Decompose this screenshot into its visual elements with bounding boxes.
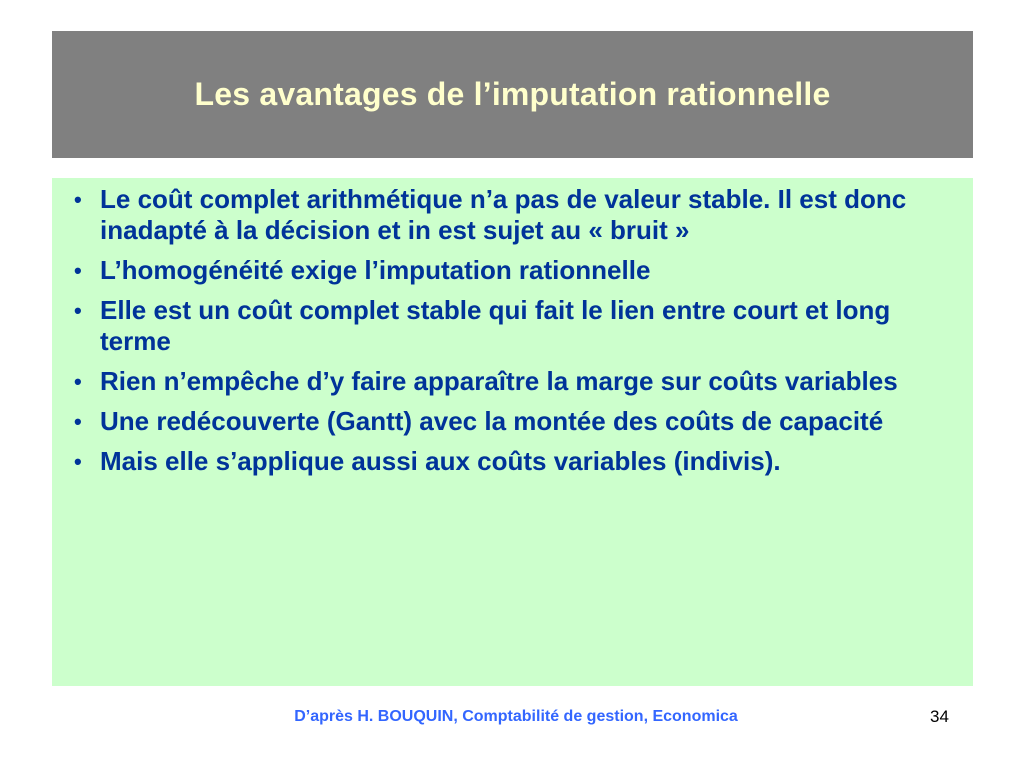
bullet-dot-icon: •	[74, 409, 82, 434]
bullet-text: L’homogénéité exige l’imputation rationnelle	[100, 255, 651, 285]
bullet-dot-icon: •	[74, 449, 82, 474]
bullet-item	[74, 446, 943, 477]
bullet-item	[74, 406, 943, 437]
slide-title: Les avantages de l’imputation rationnelle	[194, 76, 831, 112]
bullet-list	[74, 184, 943, 477]
bullet-text: Rien n’empêche d’y faire apparaître la marge sur coûts variables	[100, 366, 898, 396]
bullet-text: Le coût complet arithmétique n’a pas de valeur stable. Il est donc inadapté à la décision et in est sujet au « bruit »	[100, 184, 907, 245]
bullet-text: Mais elle s’applique aussi aux coûts variables (indivis).	[100, 446, 781, 476]
content-box	[52, 178, 973, 686]
title-bar	[52, 31, 973, 158]
footer-source: D’après H. BOUQUIN, Comptabilité de gestion, Economica	[294, 708, 738, 725]
bullet-item	[74, 366, 943, 397]
bullet-dot-icon: •	[74, 369, 82, 394]
bullet-text: Une redécouverte (Gantt) avec la montée des coûts de capacité	[100, 406, 884, 436]
bullet-dot-icon: •	[74, 187, 82, 212]
bullet-item	[74, 184, 943, 246]
bullet-dot-icon: •	[74, 258, 82, 283]
bullet-item	[74, 295, 943, 357]
page-number: 34	[930, 707, 949, 726]
bullet-text: Elle est un coût complet stable qui fait le lien entre court et long terme	[100, 295, 891, 356]
bullet-dot-icon: •	[74, 298, 82, 323]
bullet-item	[74, 255, 943, 286]
